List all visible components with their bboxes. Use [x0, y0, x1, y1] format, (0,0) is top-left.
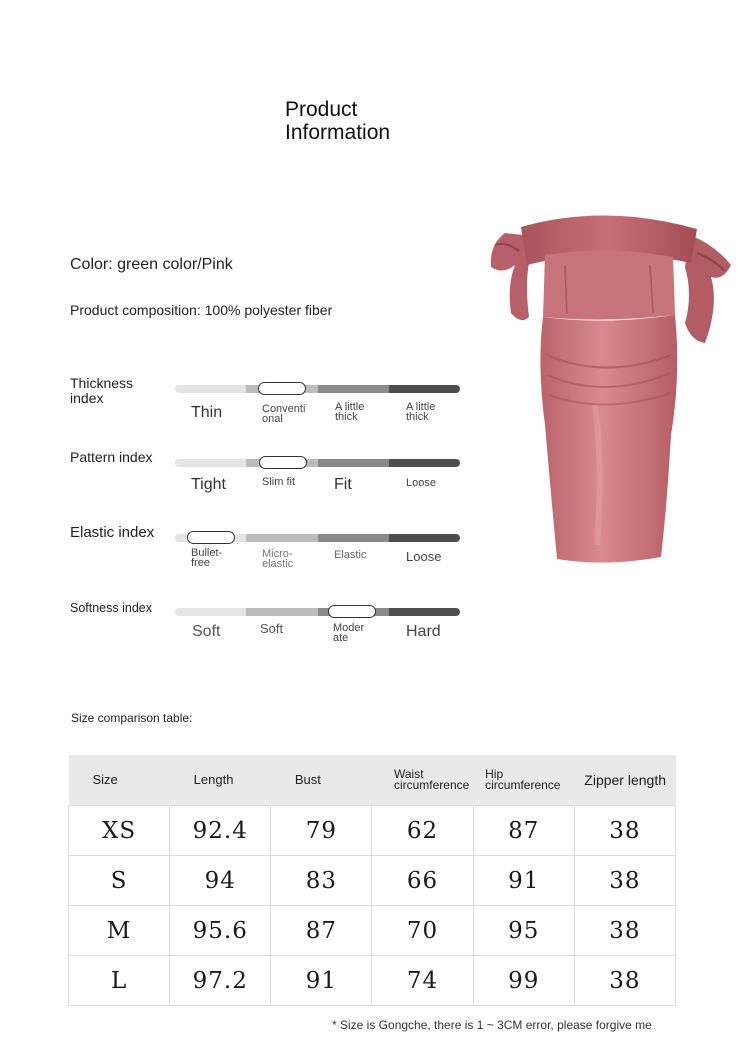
pattern-index-marker [259, 456, 307, 469]
table-cell: 70 [372, 906, 473, 956]
softness-option-soft-2: Soft [260, 621, 284, 636]
thickness-index-bar [175, 385, 460, 393]
table-row [69, 906, 676, 956]
header-length: Length [170, 755, 271, 806]
table-cell: 95 [473, 906, 574, 956]
header-bust: Bust [271, 755, 372, 806]
elastic-option-bullet-free: Bullet- free [191, 547, 223, 569]
elastic-index-label: Elastic index [70, 524, 155, 541]
header-zipper-length: Zipper length [574, 755, 675, 806]
table-header-row [69, 755, 676, 806]
table-cell: 38 [574, 856, 675, 906]
size-table-caption: Size comparison table: [71, 711, 193, 725]
table-row [69, 956, 676, 1006]
table-cell: S [69, 856, 170, 906]
table-cell: L [69, 956, 170, 1006]
table-cell: 91 [473, 856, 574, 906]
thickness-index-label: Thickness index [70, 375, 134, 406]
header-hip-circumference: Hip circumference [473, 755, 574, 806]
elastic-option-micro-elastic: Micro- elastic [262, 548, 294, 570]
thickness-option-a-little-thick-1: A little thick [335, 401, 365, 423]
table-cell: 94 [170, 856, 271, 906]
softness-index-bar [175, 608, 460, 616]
pattern-option-fit: Fit [334, 476, 352, 493]
table-cell: 97.2 [170, 956, 271, 1006]
table-cell: 74 [372, 956, 473, 1006]
size-comparison-table [68, 755, 676, 1006]
pattern-option-loose: Loose [406, 477, 436, 489]
table-cell: 38 [574, 956, 675, 1006]
thickness-index-marker [258, 382, 306, 395]
elastic-index-marker [187, 531, 235, 544]
elastic-option-loose: Loose [406, 549, 442, 564]
thickness-option-a-little-thick-2: A little thick [406, 401, 436, 423]
thickness-option-conventional: Conventi onal [262, 403, 306, 425]
table-cell: 99 [473, 956, 574, 1006]
softness-index-label: Softness index [70, 601, 152, 615]
table-cell: 66 [372, 856, 473, 906]
table-cell: 95.6 [170, 906, 271, 956]
table-cell: M [69, 906, 170, 956]
table-row [69, 806, 676, 856]
pattern-index-bar [175, 459, 460, 467]
softness-option-soft-1: Soft [192, 623, 221, 640]
softness-index-marker [328, 605, 376, 618]
header-size: Size [69, 755, 170, 806]
composition-info: Product composition: 100% polyester fiber [70, 302, 333, 318]
color-info: Color: green color/Pink [70, 256, 233, 273]
pattern-option-tight: Tight [191, 476, 226, 493]
table-cell: 79 [271, 806, 372, 856]
table-cell: 87 [271, 906, 372, 956]
softness-option-hard: Hard [406, 623, 441, 640]
elastic-option-elastic: Elastic [334, 549, 367, 561]
pattern-index-label: Pattern index [70, 449, 153, 465]
table-cell: 62 [372, 806, 473, 856]
table-cell: 87 [473, 806, 574, 856]
table-cell: 91 [271, 956, 372, 1006]
softness-option-moderate: Moder ate [333, 622, 365, 644]
product-dress-image [485, 205, 735, 570]
table-cell: 92.4 [170, 806, 271, 856]
table-cell: 83 [271, 856, 372, 906]
table-row [69, 856, 676, 906]
header-waist-circumference: Waist circumference [372, 755, 473, 806]
table-cell: XS [69, 806, 170, 856]
table-cell: 38 [574, 806, 675, 856]
table-cell: 38 [574, 906, 675, 956]
thickness-option-thin: Thin [191, 404, 223, 421]
size-footnote: * Size is Gongche, there is 1 ~ 3CM error, please forgive me [332, 1018, 652, 1032]
pattern-option-slim-fit: Slim fit [262, 476, 295, 488]
page-title: Product Information [285, 98, 391, 144]
